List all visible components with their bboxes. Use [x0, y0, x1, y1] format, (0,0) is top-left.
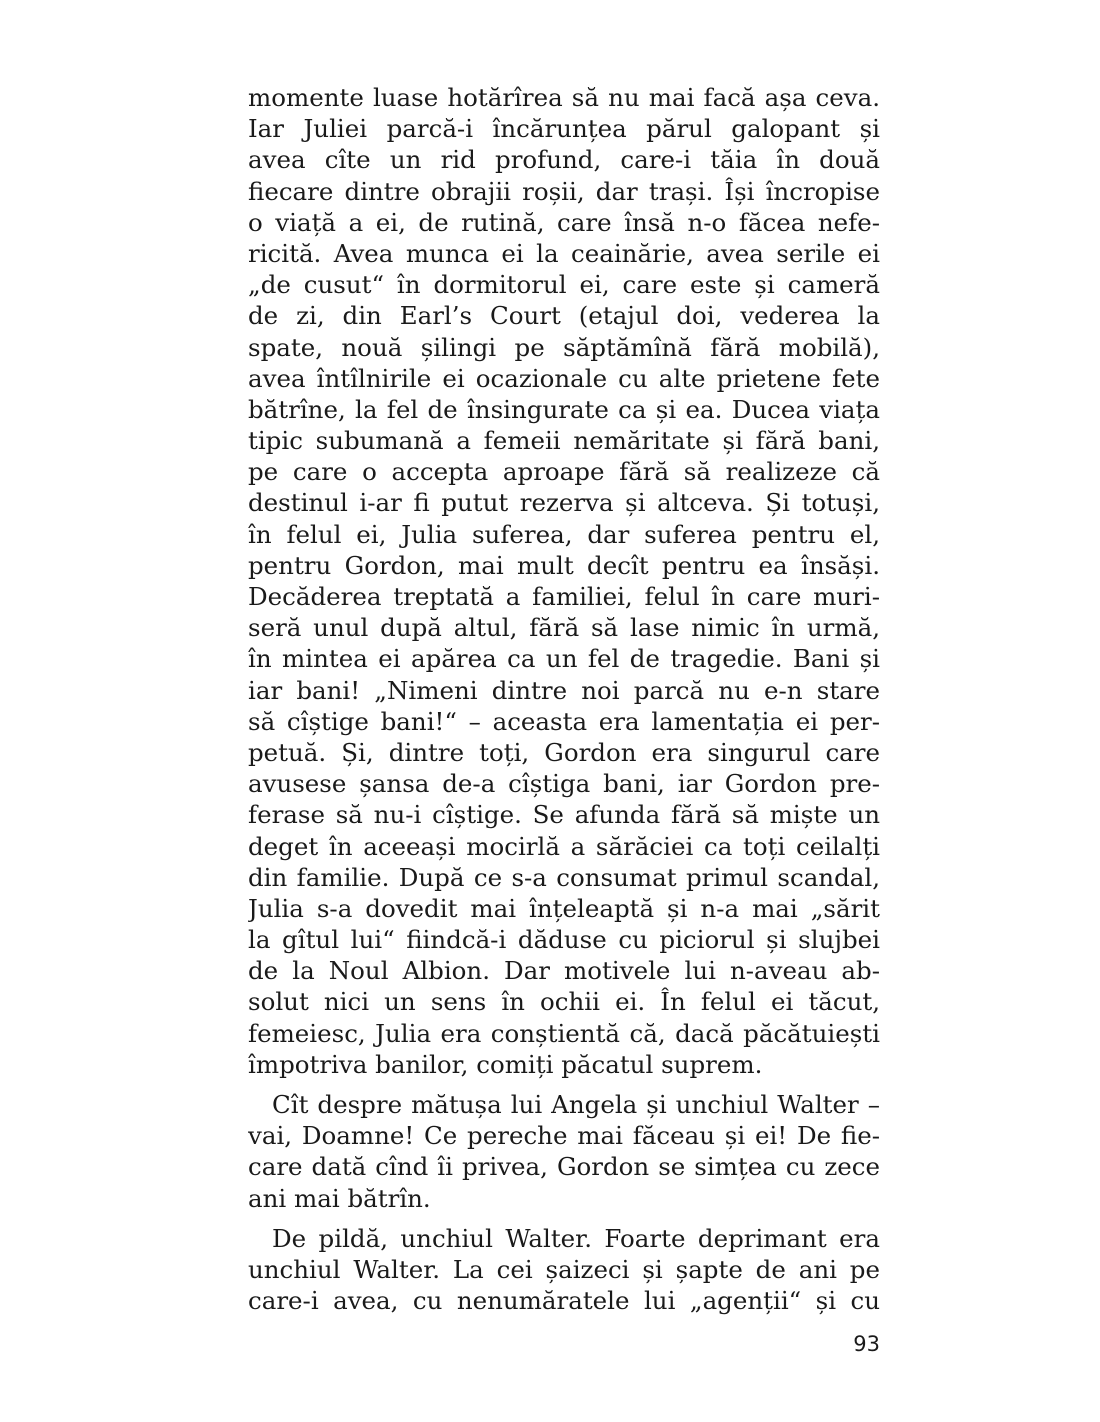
text-line: în felul ei, Julia suferea, dar suferea pentru el, [248, 519, 880, 549]
text-line: petuă. Și, dintre toți, Gordon era singurul care [248, 737, 880, 767]
text-line: iar bani! „Nimeni dintre noi parcă nu e-n stare [248, 675, 880, 705]
text-line: deget în aceeași mocirlă a sărăciei ca toți ceilalți [248, 831, 880, 861]
text-line: în mintea ei apărea ca un fel de tragedie. Bani și [248, 644, 880, 674]
text-line: avusese șansa de-a cîștiga bani, iar Gordon pre- [248, 769, 880, 799]
text-line: Julia s-a dovedit mai înțeleaptă și n-a mai „sărit [248, 893, 880, 923]
text-line: ferase să nu-i cîștige. Se afunda fără să miște un [248, 800, 880, 830]
text-line: care-i avea, cu nenumăratele lui „agenții“ și cu [248, 1286, 880, 1316]
text-line: Cît despre mătușa lui Angela și unchiul Walter – [272, 1090, 880, 1119]
paragraph-2 [248, 1089, 880, 1214]
text-line: avea cîte un rid profund, care-i tăia în două [248, 145, 880, 175]
text-line: pentru Gordon, mai mult decît pentru ea însăși. [248, 550, 880, 580]
text-line: bătrîne, la fel de însingurate ca și ea. Ducea viața [248, 394, 880, 424]
paragraph-3 [248, 1223, 880, 1317]
text-line: vai, Doamne! Ce pereche mai făceau și ei! De fie- [248, 1121, 880, 1151]
text-line: de la Noul Albion. Dar motivele lui n-aveau ab- [248, 956, 880, 986]
text-line: solut nici un sens în ochii ei. În felul ei tăcut, [248, 987, 880, 1017]
text-line: tipic subumană a femeii nemăritate și fără bani, [248, 426, 880, 456]
text-line: să cîștige bani!“ – aceasta era lamentația ei per- [248, 706, 880, 736]
text-line: din familie. După ce s-a consumat primul scandal, [248, 862, 880, 892]
text-line: la gîtul lui“ fiindcă-i dăduse cu piciorul și slujbei [248, 925, 880, 955]
body-text [248, 82, 880, 1316]
text-line: ani mai bătrîn. [248, 1183, 431, 1213]
text-line: Decăderea treptată a familiei, felul în care muri- [248, 582, 880, 611]
text-line: destinul i-ar fi putut rezerva și altceva. Și totuși, [248, 488, 880, 518]
text-line: De pildă, unchiul Walter. Foarte deprimant era [272, 1223, 880, 1253]
text-line: fiecare dintre obrajii roșii, dar trași. Își încropise [248, 176, 880, 206]
text-line: pe care o accepta aproape fără să realizeze că [248, 457, 880, 487]
text-line: momente luase hotărîrea să nu mai facă așa ceva. [248, 83, 880, 112]
text-line: seră unul după altul, fără să lase nimic în urmă, [248, 613, 880, 643]
text-line: femeiesc, Julia era conștientă că, dacă păcătuiești [248, 1018, 880, 1048]
text-line: spate, nouă șilingi pe săptămînă fără mobilă), [248, 332, 880, 362]
text-line: împotriva banilor, comiți păcatul suprem. [248, 1049, 763, 1079]
text-line: avea întîlnirile ei ocazionale cu alte prietene fete [248, 363, 880, 393]
text-line: o viață a ei, de rutină, care însă n-o făcea nefe- [248, 207, 880, 237]
paragraph-1 [248, 82, 880, 1080]
text-line: Iar Juliei parcă-i încărunțea părul galopant și [248, 114, 880, 144]
text-line: care dată cînd îi privea, Gordon se simțea cu zece [248, 1152, 880, 1182]
text-line: unchiul Walter. La cei șaizeci și șapte de ani pe [248, 1254, 880, 1284]
text-line: ricită. Avea munca ei la ceainărie, avea serile ei [248, 238, 880, 268]
text-line: „de cusut“ în dormitorul ei, care este și cameră [248, 270, 880, 300]
text-line: de zi, din Earl’s Court (etajul doi, vederea la [248, 301, 880, 331]
page-number: 93 [853, 1332, 880, 1356]
